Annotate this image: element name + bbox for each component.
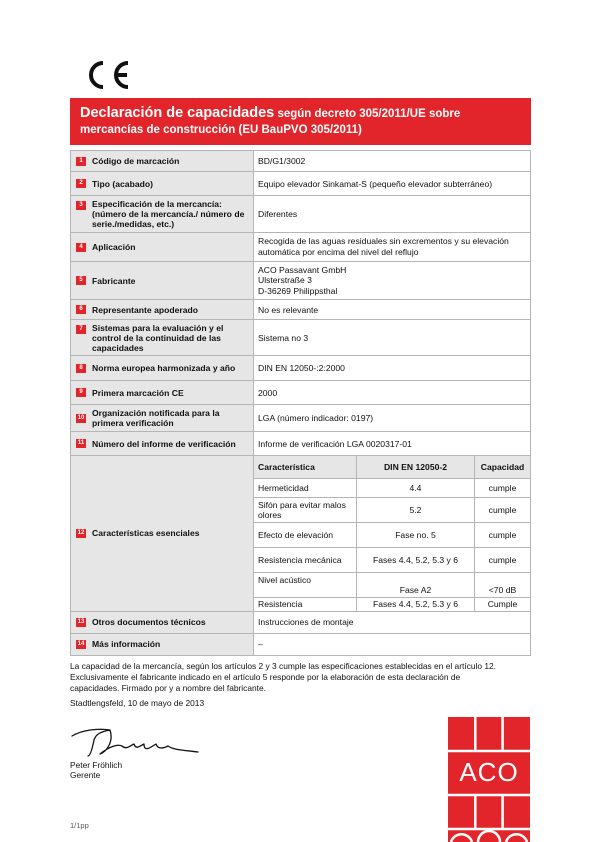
row-number-badge: 3 — [76, 201, 86, 210]
row-label: Características esenciales — [92, 528, 200, 539]
characteristic-name: Hermeticidad — [254, 479, 357, 498]
address-line: ACO Passavant GmbH — [258, 264, 347, 275]
table-row — [71, 262, 531, 300]
row-value: LGA (número indicador: 0197) — [254, 405, 531, 432]
row-label: Más información — [92, 639, 161, 649]
declaration-statement: La capacidad de la mercancía, según los artículos 2 y 3 cumple las especificaciones establecidas en el artículo 12. Exclusivamente el fabricante indicado en el artículo 5 responde por la elaboración de esta declaración de capacidades. Firmado por y a nombre del fabricante. — [70, 661, 496, 693]
row-number-badge: 6 — [76, 305, 86, 314]
row-value: Sistema no 3 — [254, 320, 531, 356]
aco-logo-text: ACO — [459, 757, 519, 787]
address-line: D-36269 Philippsthal — [258, 285, 338, 296]
table-row — [71, 432, 531, 456]
table-row — [71, 405, 531, 432]
row-number-badge: 13 — [77, 618, 85, 625]
characteristic-row — [254, 598, 530, 611]
aco-logo — [448, 717, 530, 842]
row-label: Sistemas para la evaluación y el control de la continuidad de las capacidades — [92, 322, 224, 353]
table-row — [71, 196, 531, 233]
characteristic-name: Sifón para evitar malos olores — [254, 498, 357, 523]
column-header: Capacidad — [475, 456, 531, 479]
row-number-badge: 11 — [77, 440, 85, 446]
table-row — [71, 356, 531, 381]
row-value: Diferentes — [254, 196, 531, 233]
row-value: BD/G1/3002 — [254, 151, 531, 172]
table-row — [71, 381, 531, 405]
characteristic-capacity: <70 dB — [475, 573, 531, 598]
row-label: Aplicación — [92, 242, 136, 252]
characteristic-row — [254, 523, 530, 548]
title-main: Declaración de capacidades — [80, 105, 275, 121]
title-banner — [70, 98, 531, 145]
row-value: 2000 — [254, 381, 531, 405]
column-header: DIN EN 12050-2 — [357, 456, 475, 479]
row-label: Código de marcación — [92, 156, 180, 166]
characteristic-row — [254, 548, 530, 573]
characteristic-standard: 4.4 — [357, 479, 475, 498]
characteristic-standard: Fases 4.4, 5.2, 5.3 y 6 — [357, 548, 475, 573]
row-label: Tipo (acabado) — [92, 178, 153, 189]
row-label: Norma europea harmonizada y año — [92, 363, 236, 373]
table-row — [71, 300, 531, 320]
characteristic-name: Resistencia mecánica — [254, 548, 357, 573]
row-label: Número del informe de verificación — [92, 438, 236, 449]
characteristic-capacity: cumple — [475, 523, 531, 548]
characteristic-row — [254, 498, 530, 523]
characteristic-standard: Fase A2 — [357, 573, 475, 598]
row-number-badge: 7 — [76, 325, 86, 334]
table-row — [71, 633, 531, 655]
row-label: Fabricante — [92, 275, 136, 286]
title-line2: mercancías de construcción (EU BauPVO 305/2011) — [80, 124, 362, 136]
characteristic-row — [254, 573, 530, 598]
table-row — [71, 233, 531, 262]
characteristic-standard: Fases 4.4, 5.2, 5.3 y 6 — [357, 598, 475, 611]
row-number-badge: 1 — [76, 157, 86, 166]
signer-name: Peter Fröhlich — [70, 760, 123, 770]
characteristic-row — [254, 479, 530, 498]
characteristics-table — [254, 456, 530, 611]
characteristic-name: Efecto de elevación — [254, 523, 357, 548]
table-row — [71, 172, 531, 196]
table-row — [71, 456, 531, 612]
characteristic-capacity: cumple — [475, 548, 531, 573]
row-number-badge: 9 — [76, 388, 86, 397]
table-row — [71, 151, 531, 172]
row-label: Especificación de la mercancía: (número de la mercancía./ número de serie./medidas, etc.) — [92, 199, 245, 229]
table-row — [71, 611, 531, 633]
row-value: Recogida de las aguas residuales sin excrementos y su elevación automática por encima del nivel del reflujo — [254, 233, 531, 262]
characteristic-capacity: cumple — [475, 498, 531, 523]
row-label: Otros documentos técnicos — [92, 617, 206, 627]
title-sub: según decreto 305/2011/UE sobre — [274, 108, 461, 120]
signer-role: Gerente — [70, 770, 101, 780]
signature-date: Stadtlengsfeld, 10 de mayo de 2013 — [70, 698, 205, 708]
row-value: No es relevante — [254, 300, 531, 320]
table-row — [71, 320, 531, 356]
row-number-badge: 14 — [77, 640, 85, 647]
row-number-badge: 2 — [76, 179, 86, 188]
row-label: Primera marcación CE — [92, 387, 184, 398]
characteristics-header — [254, 456, 530, 479]
characteristic-standard: 5.2 — [357, 498, 475, 523]
row-label: Organización notificada para la primera verificación — [92, 408, 220, 428]
column-header: Característica — [254, 456, 357, 479]
manufacturer-address — [254, 262, 531, 300]
row-number-badge: 8 — [76, 364, 86, 373]
signer-block — [70, 760, 122, 780]
row-number-badge: 4 — [76, 243, 86, 252]
characteristic-capacity: Cumple — [475, 598, 531, 611]
characteristic-standard: Fase no. 5 — [357, 523, 475, 548]
page-number: 1/1pp — [70, 821, 89, 830]
row-value: Equipo elevador Sinkamat-S (pequeño elevador subterráneo) — [254, 172, 531, 196]
aco-logo-graphic — [448, 717, 530, 842]
ce-mark-logo — [84, 58, 132, 92]
row-number-badge: 12 — [77, 529, 85, 536]
row-value: Informe de verificación LGA 0020317-01 — [254, 432, 531, 456]
characteristic-name: Nivel acústico — [254, 573, 357, 598]
address-line: Ulsterstraße 3 — [258, 275, 312, 286]
row-value: – — [254, 633, 531, 655]
characteristic-capacity: cumple — [475, 479, 531, 498]
row-value: Instrucciones de montaje — [254, 611, 531, 633]
row-label: Representante apoderado — [92, 304, 199, 315]
characteristic-name: Resistencia — [258, 599, 303, 610]
row-number-badge: 5 — [76, 276, 86, 285]
declaration-table — [70, 150, 531, 656]
handwritten-signature — [70, 722, 210, 760]
row-value: DIN EN 12050-:2:2000 — [254, 356, 531, 381]
row-number-badge: 10 — [77, 414, 85, 421]
